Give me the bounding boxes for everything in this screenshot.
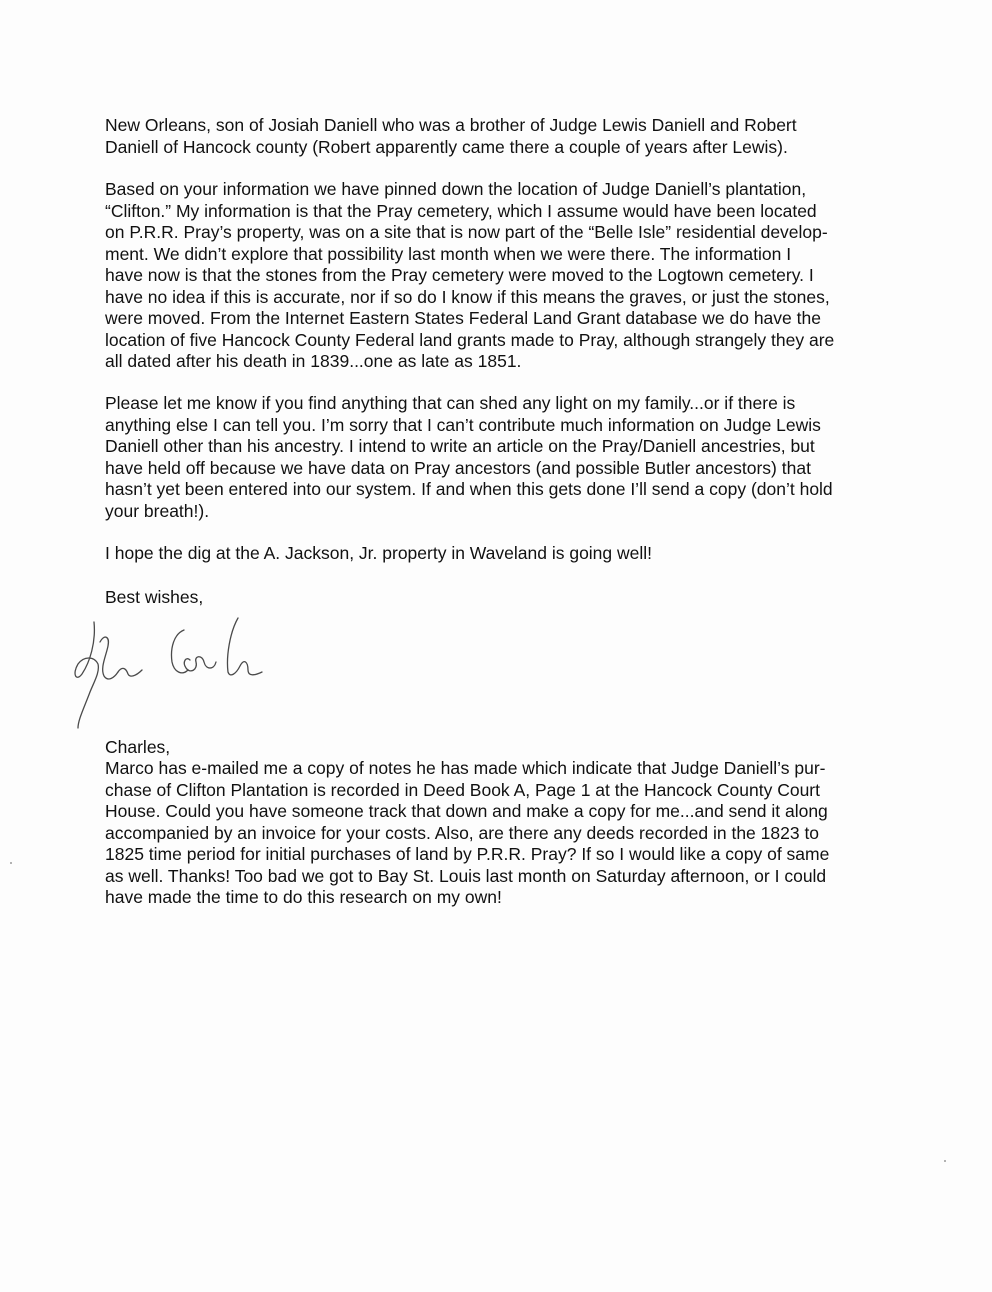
- text-line: Daniell of Hancock county (Robert apparently came there a couple of years after Lewis).: [105, 136, 788, 157]
- paragraph-clifton-plantation: [105, 179, 905, 373]
- signature-stroke-first-loop: [100, 637, 118, 679]
- text-line: “Clifton.” My information is that the Pray cemetery, which I assume would have been located: [105, 200, 817, 221]
- paragraph-request-info: [105, 393, 905, 522]
- text-line: Daniell other than his ancestry. I intend to write an article on the Pray/Daniell ancestries, but: [105, 436, 815, 456]
- paragraph-dig-wish: [105, 543, 905, 565]
- text-line: ment. We didn’t explore that possibility last month when we were there. The information I: [105, 243, 792, 264]
- signature-stroke-last-loop: [184, 657, 216, 671]
- text-line: have held off because we have data on Pray ancestors (and possible Butler ancestors) that: [105, 457, 811, 478]
- text-line: hasn’t yet been entered into our system. If and when this gets done I’ll send a copy (don’t hold: [105, 479, 833, 499]
- scan-speck: [10, 862, 12, 864]
- salutation-text: Charles,: [105, 737, 171, 757]
- paragraph-family-lineage: [105, 115, 905, 158]
- text-line: all dated after his death in 1839...one as late as 1851.: [105, 351, 522, 371]
- text-line: your breath!).: [105, 500, 210, 521]
- signature-stroke-first-initial: [75, 622, 98, 728]
- letter-closing: [105, 587, 905, 609]
- text-line: anything else I can tell you. I’m sorry that I can’t contribute much information on Judge Lewis: [105, 414, 821, 435]
- text-line: location of five Hancock County Federal land grants made to Pray, although strangely they are: [105, 329, 835, 350]
- handwritten-signature: [70, 612, 270, 732]
- paragraph-deed-request: [105, 758, 905, 909]
- signature-stroke-last-ascender: [227, 618, 262, 675]
- scan-speck: [944, 1160, 946, 1162]
- text-line: Please let me know if you find anything that can shed any light on my family...or if there is: [105, 393, 796, 413]
- text-line: Marco has e-mailed me a copy of notes he has made which indicate that Judge Daniell’s pur-: [105, 758, 826, 778]
- text-line: New Orleans, son of Josiah Daniell who was a brother of Judge Lewis Daniell and Robert: [105, 115, 797, 135]
- text-line: have no idea if this is accurate, nor if so do I know if this means the graves, or just the stones,: [105, 286, 830, 307]
- closing-text: Best wishes,: [105, 587, 204, 607]
- text-line: accompanied by an invoice for your costs. Also, are there any deeds recorded in the 1823 to: [105, 822, 820, 843]
- text-line: House. Could you have someone track that down and make a copy for me...and send it along: [105, 801, 828, 821]
- signature-stroke-first-tail: [118, 668, 142, 676]
- text-line: have made the time to do this research on my own!: [105, 887, 502, 907]
- postscript-salutation: [105, 737, 905, 759]
- text-line: were moved. From the Internet Eastern States Federal Land Grant database we do have the: [105, 308, 821, 328]
- text-line: 1825 time period for initial purchases of land by P.R.R. Pray? If so I would like a copy of same: [105, 844, 830, 864]
- text-line: as well. Thanks! Too bad we got to Bay St. Louis last month on Saturday afternoon, or I could: [105, 865, 827, 886]
- text-line: Based on your information we have pinned down the location of Judge Daniell’s plantation,: [105, 179, 807, 199]
- text-line: chase of Clifton Plantation is recorded in Deed Book A, Page 1 at the Hancock County Court: [105, 779, 820, 800]
- text-line: I hope the dig at the A. Jackson, Jr. property in Waveland is going well!: [105, 543, 653, 563]
- text-line: have now is that the stones from the Pray cemetery were moved to the Logtown cemetery. I: [105, 265, 814, 285]
- text-line: on P.R.R. Pray’s property, was on a site that is now part of the “Belle Isle” residential develop-: [105, 222, 828, 242]
